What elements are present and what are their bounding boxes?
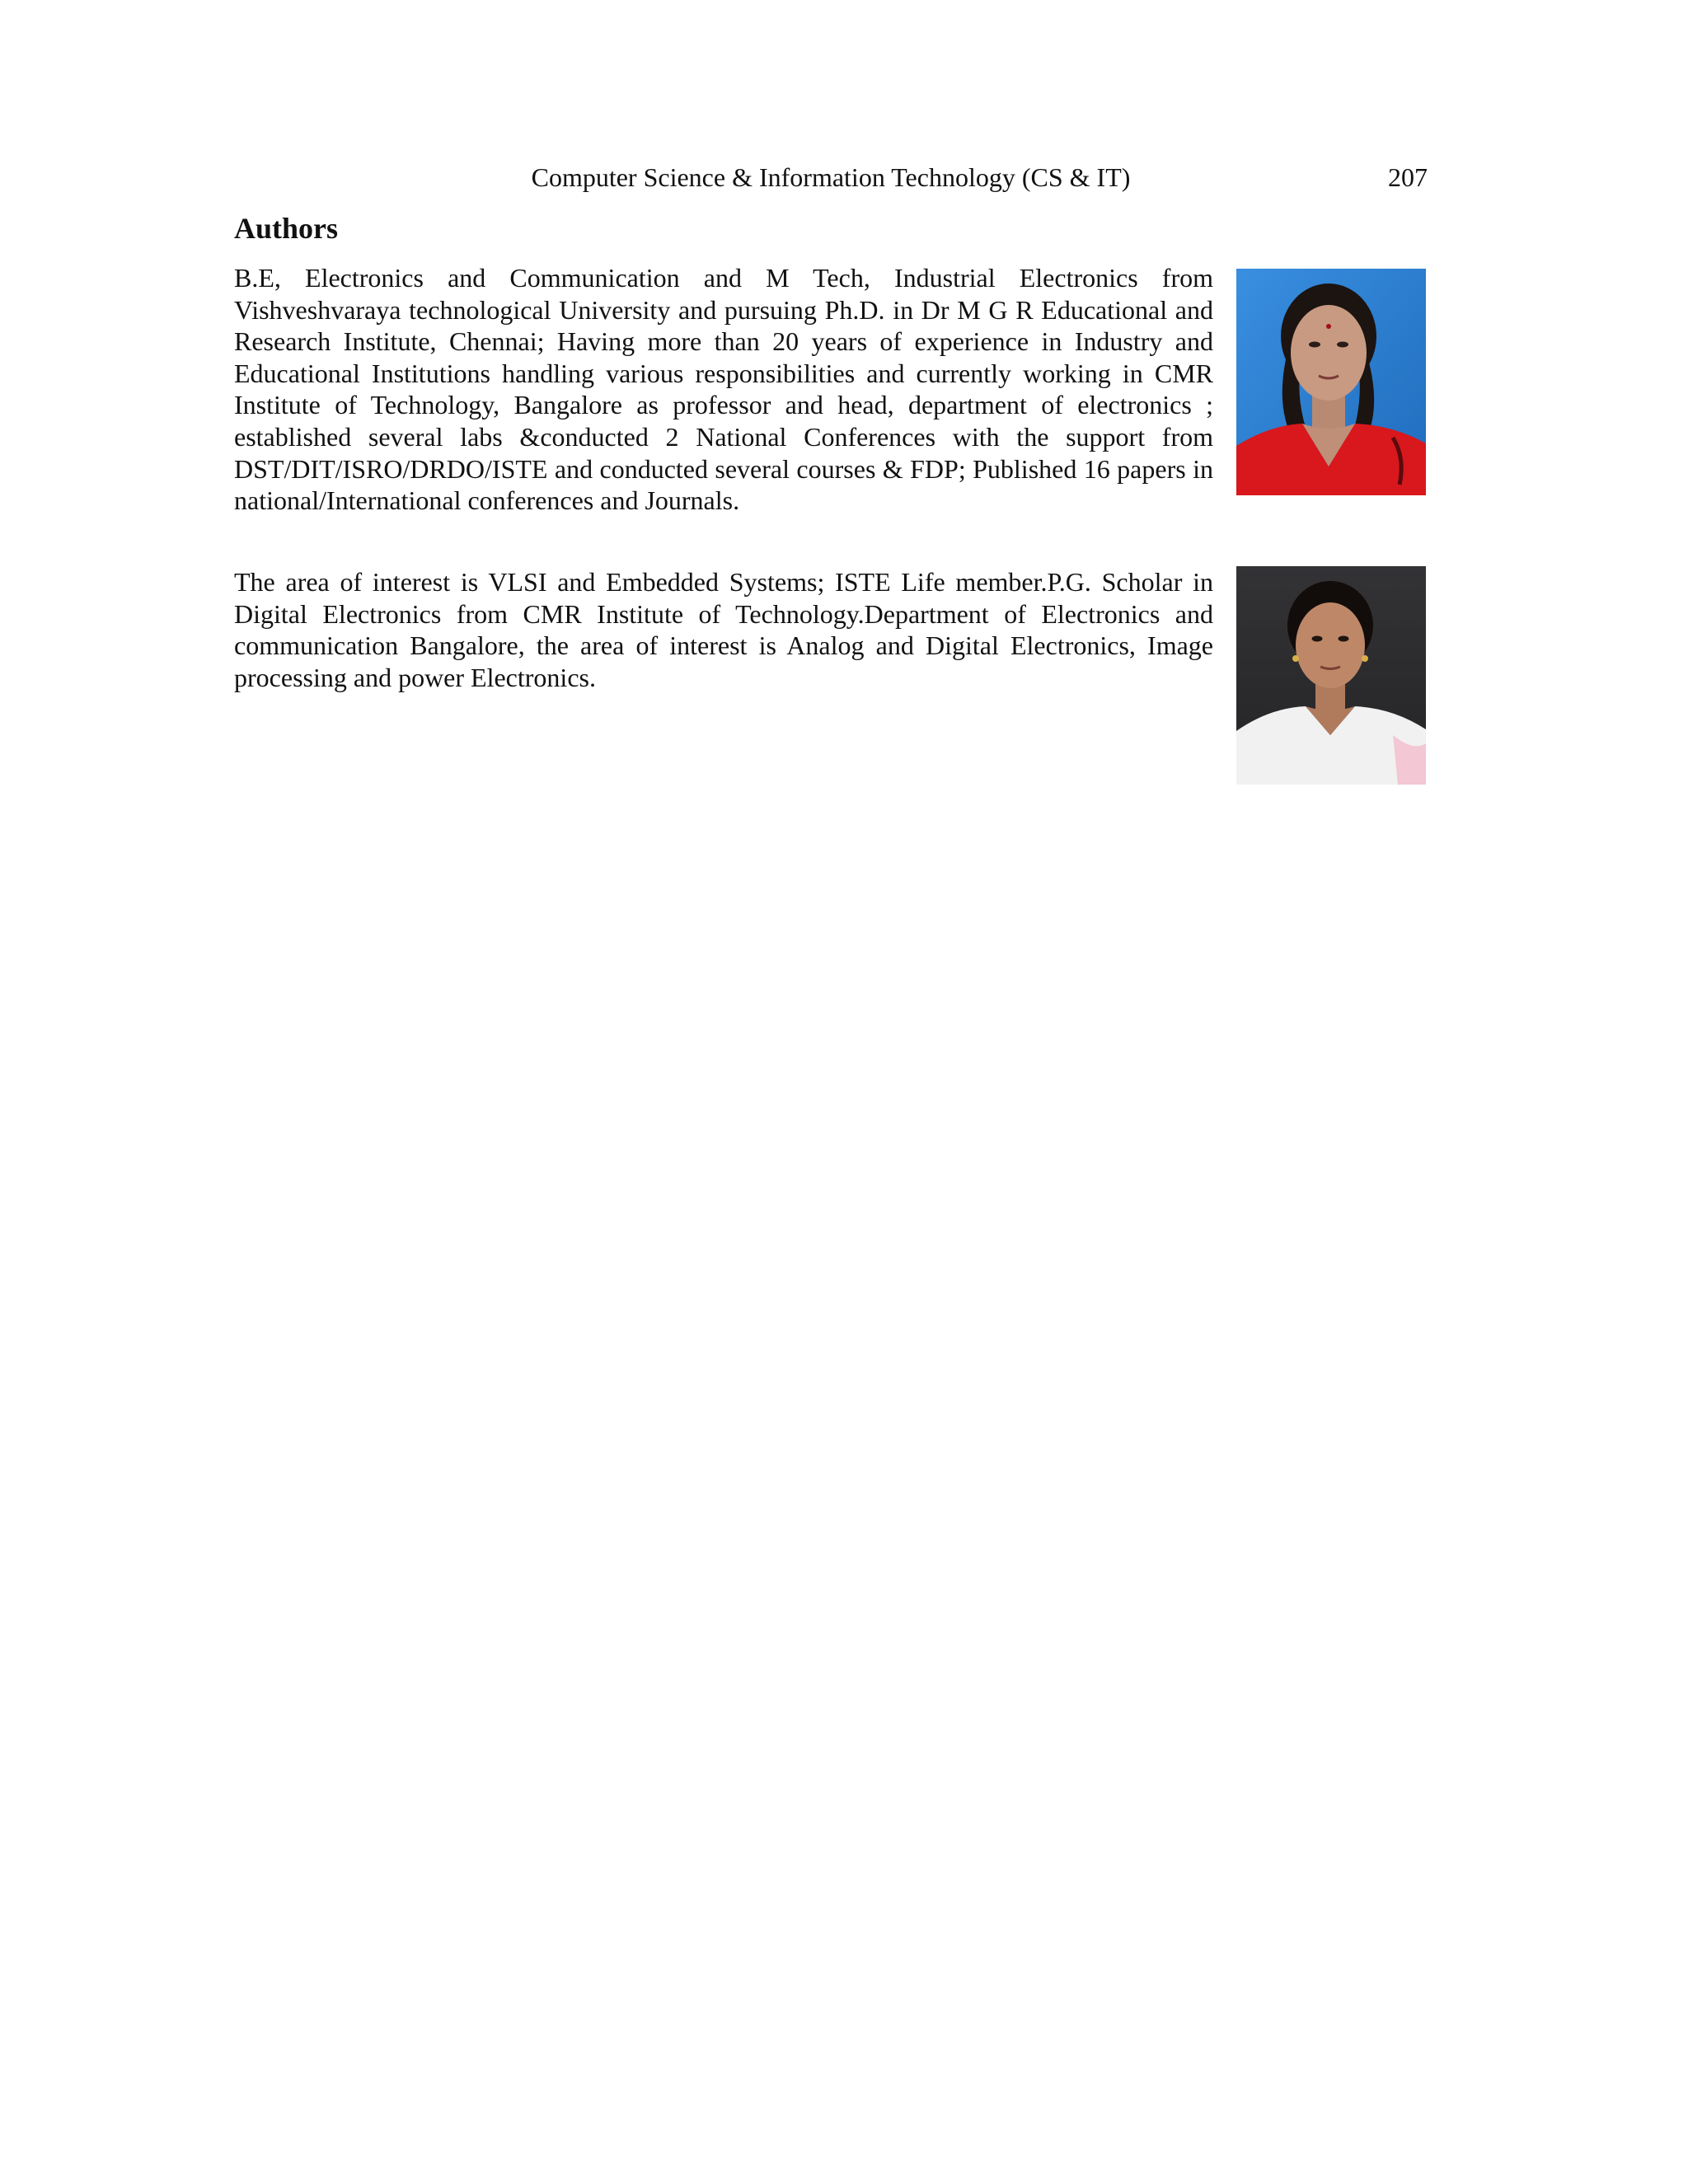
author-2-bio: The area of interest is VLSI and Embedded Systems; ISTE Life member.P.G. Scholar in Digital Electronics from CMR Institute of Technology.Department of Electronics and communication Bangalore, the area of interest is Analog and Digital Electronics, Image processing and power Electronics. [234, 567, 1213, 692]
author-1-bio: B.E, Electronics and Communication and M Tech, Industrial Electronics from Vishveshvaraya technological University and pursuing Ph.D. in Dr M G R Educational and Research Institute, Chennai; Having more than 20 years of experience in Industry and Educational Institutions handling various responsibilities and currently working in CMR Institute of Technology, Bangalore as professor and head, department of electronics ; established several labs &conducted 2 National Conferences with the support from DST/DIT/ISRO/DRDO/ISTE and conducted several courses & FDP; Published 16 papers in national/International conferences and Journals. [234, 263, 1213, 516]
author-2-photo [1236, 566, 1426, 785]
page-number: 207 [1388, 162, 1428, 192]
journal-title: Computer Science & Information Technology (CS & IT) [531, 162, 1131, 192]
running-header [234, 161, 1428, 194]
section-heading-authors: Authors [234, 212, 339, 245]
author-1-photo [1236, 269, 1426, 495]
